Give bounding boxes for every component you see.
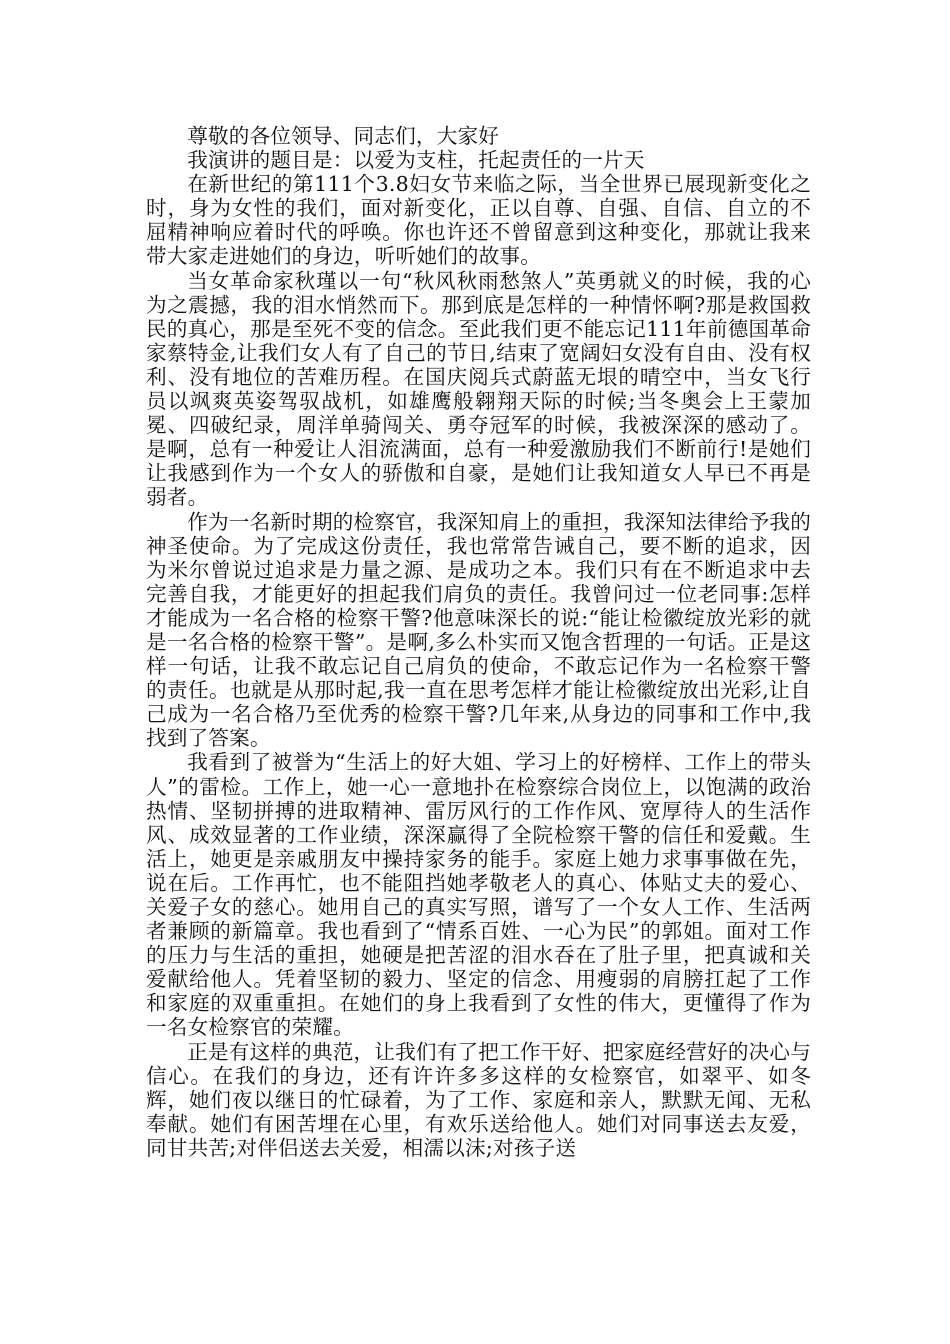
body-paragraph: 当女革命家秋瑾以一句“秋风秋雨愁煞人”英勇就义的时候，我的心为之震撼，我的泪水悄然而下。那到底是怎样的一种情怀啊?那是救国救民的真心，那是至死不变的信念。至此我们更不能忘记111年前德国革命家蔡特金,让我们女人有了自己的节日,结束了宽阔妇女没有自由、没有权利、没有地位的苦难历程。在国庆阅兵式蔚蓝无垠的晴空中，当女飞行员以飒爽英姿驾驭战机，如雄鹰般翱翔天际的时候;当冬奥会上王蒙加冕、四破纪录，周洋单骑闯关、勇夺冠军的时候，我被深深的感动了。是啊，总有一种爱让人泪流满面，总有一种爱激励我们不断前行!是她们让我感到作为一个女人的骄傲和自豪，是她们让我知道女人早已不再是弱者。 <box>146 268 811 510</box>
speech-title-paragraph: 我演讲的题目是：以爱为支柱，托起责任的一片天 <box>187 148 645 173</box>
greeting-paragraph: 尊敬的各位领导、同志们，大家好 <box>187 124 500 148</box>
body-paragraph: 正是有这样的典范，让我们有了把工作干好、把家庭经营好的决心与信心。在我们的身边，还有许许多多这样的女检察官，如翠平、如冬辉，她们夜以继日的忙碌着，为了工作、家庭和亲人，默默无闻、无私奉献。她们有困苦埋在心里，有欢乐送给他人。她们对同事送去友爱，同甘共苦;对伴侣送去关爱，相濡以沫;对孩子送 <box>146 1039 811 1160</box>
document-body <box>146 124 811 1160</box>
body-paragraph: 作为一名新时期的检察官，我深知肩上的重担，我深知法律给予我的神圣使命。为了完成这份责任，我也常常告诫自己，要不断的追求，因为米尔曾说过追求是力量之源、是成功之本。我们只有在不断追求中去完善自我，才能更好的担起我们肩负的责任。我曾问过一位老同事:怎样才能成为一名合格的检察干警?他意味深长的说:“能让检徽绽放光彩的就是一名合格的检察干警”。是啊,多么朴实而又饱含哲理的一句话。正是这样一句话，让我不敢忘记自己肩负的使命，不敢忘记作为一名检察干警的责任。也就是从那时起,我一直在思考怎样才能让检徽绽放出光彩,让自己成为一名合格乃至优秀的检察干警?几年来,从身边的同事和工作中,我找到了答案。 <box>146 509 811 751</box>
body-paragraph: 在新世纪的第111个3.8妇女节来临之际，当全世界已展现新变化之时，身为女性的我们，面对新变化，正以自尊、自强、自信、自立的不屈精神响应着时代的呼唤。你也许还不曾留意到这种变化，那就让我来带大家走进她们的身边，听听她们的故事。 <box>146 172 811 269</box>
body-paragraph: 我看到了被誉为“生活上的好大姐、学习上的好榜样、工作上的带头人”的雷检。工作上，她一心一意地扑在检察综合岗位上，以饱满的政治热情、坚韧拼搏的进取精神、雷厉风行的工作作风、宽厚待人的生活作风、成效显著的工作业绩，深深赢得了全院检察干警的信任和爱戴。生活上，她更是亲戚朋友中操持家务的能手。家庭上她力求事事做在先，说在后。工作再忙，也不能阻挡她孝敬老人的真心、体贴丈夫的爱心、关爱子女的慈心。她用自己的真实写照，谱写了一个女人工作、生活两者兼顾的新篇章。我也看到了“情系百姓、一心为民”的郭姐。面对工作的压力与生活的重担，她硬是把苦涩的泪水吞在了肚子里，把真诚和关爱献给他人。凭着坚韧的毅力、坚定的信念、用瘦弱的肩膀扛起了工作和家庭的双重重担。在她们的身上我看到了女性的伟大，更懂得了作为一名女检察官的荣耀。 <box>146 750 811 1040</box>
